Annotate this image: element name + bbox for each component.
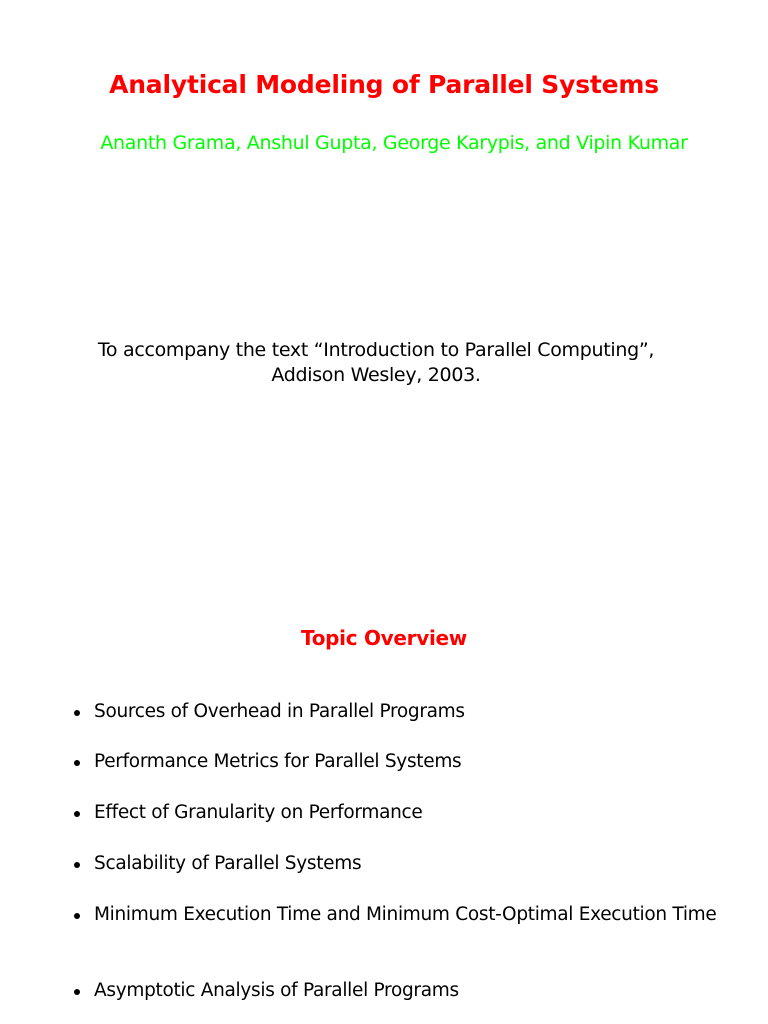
accompany-line-1: To accompany the text “Introduction to Parallel Computing”,: [97, 339, 655, 361]
list-item-label: Performance Metrics for Parallel Systems: [94, 751, 462, 772]
list-item: [74, 700, 724, 724]
list-item-label: Minimum Execution Time and Minimum Cost-Optimal Execution Time: [94, 904, 717, 925]
list-item: [74, 852, 724, 876]
bullet-icon: [74, 913, 80, 919]
list-item: [74, 979, 724, 1003]
list-item-label: Sources of Overhead in Parallel Programs: [94, 701, 465, 722]
list-item-label: Asymptotic Analysis of Parallel Programs: [94, 980, 459, 1001]
authors-line: Ananth Grama, Anshul Gupta, George Karypis, and Vipin Kumar: [100, 132, 688, 154]
list-item-label: Effect of Granularity on Performance: [94, 802, 423, 823]
slide-title: Analytical Modeling of Parallel Systems: [109, 70, 659, 99]
accompany-note: [0, 338, 752, 388]
bullet-icon: [74, 710, 80, 716]
bullet-icon: [74, 989, 80, 995]
list-item-label: Scalability of Parallel Systems: [94, 853, 362, 874]
accompany-line-2: Addison Wesley, 2003.: [271, 364, 481, 386]
list-item: [74, 903, 724, 927]
section-title: Topic Overview: [301, 626, 467, 650]
list-item: [74, 801, 724, 825]
bullet-icon: [74, 862, 80, 868]
bullet-icon: [74, 760, 80, 766]
bullet-icon: [74, 811, 80, 817]
list-item: [74, 750, 724, 774]
